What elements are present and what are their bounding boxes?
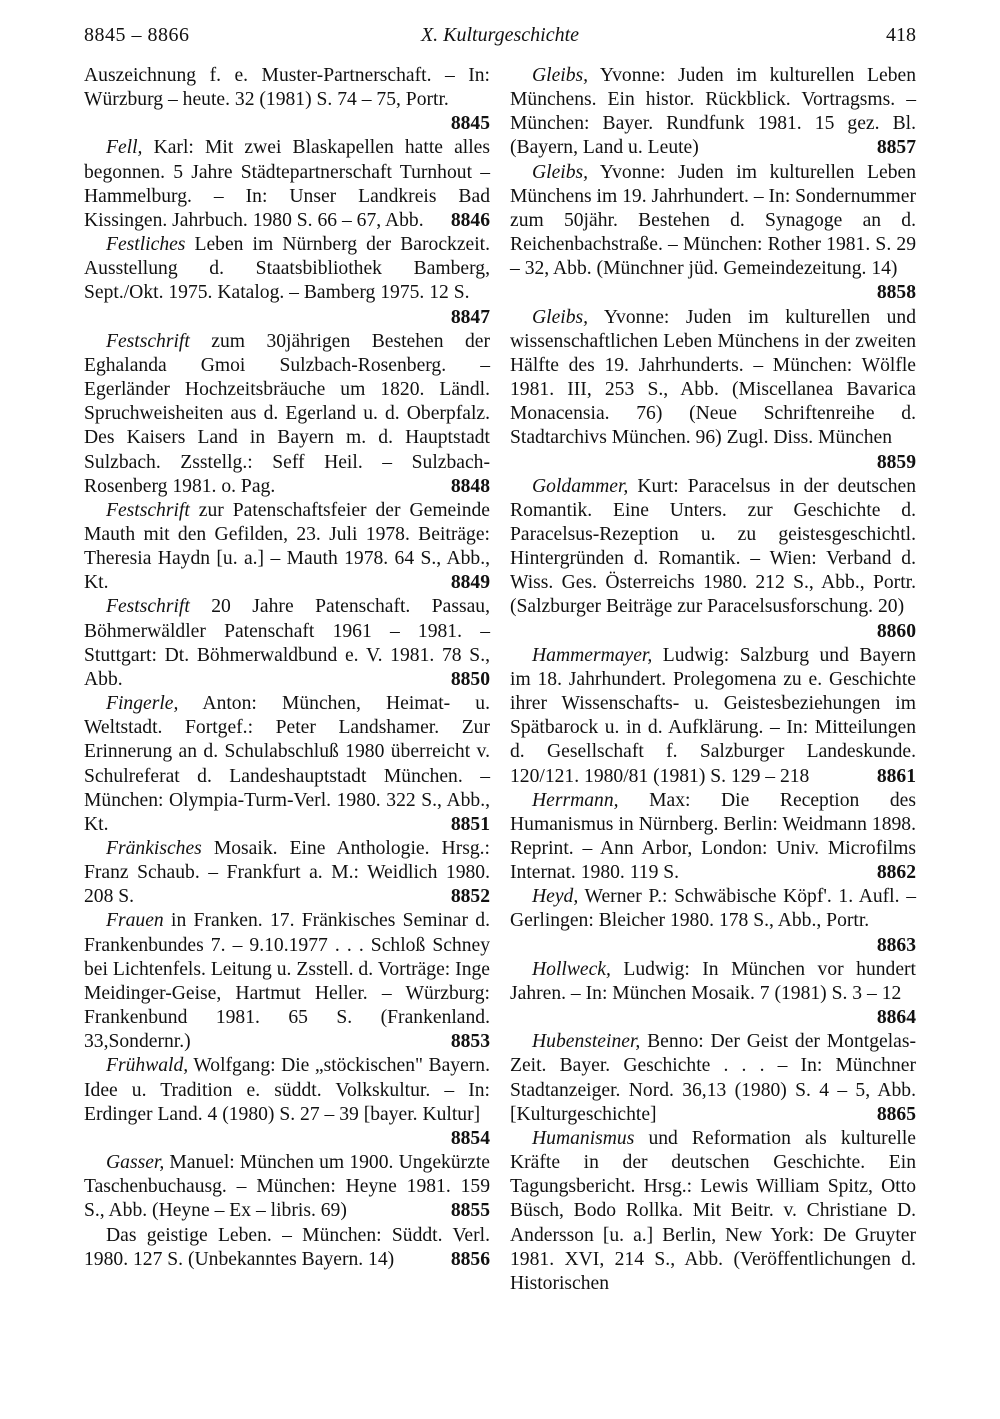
entry-lead-word: Festschrift [106,330,190,352]
entry-lead-word: Gleibs, [532,65,589,86]
entry-number: 8845 [450,113,490,135]
bibliography-entry [510,644,916,789]
running-header [84,20,916,54]
entry-number: 8854 [450,1127,490,1149]
section-title: X. Kulturgeschichte [420,24,580,46]
entry-number: 8862 [876,862,916,884]
entry-lead-word: Gleibs, [532,161,589,183]
bibliography-entry [510,885,916,957]
entry-lead-word: Frauen [106,910,164,932]
entry-number: 8858 [876,282,916,304]
bibliography-entry [84,499,490,596]
left-column [84,64,490,1272]
bibliography-entry [510,1127,916,1296]
entry-text: Das geistige Leben. – München: Süddt. Verl. 1980. 127 S. (Unbekanntes Bayern. 14) [84,1224,490,1270]
entry-lead-word: Gleibs, [532,306,589,328]
right-column [510,64,916,1296]
bibliography-entry [510,306,916,475]
entry-text: in Franken. 17. Fränkisches Seminar d. Frankenbundes 7. – 9.10.1977 . . . Schloß Schney bei Lichtenfels. Leitung u. Zsstell. d. Vorträge: Inge Meidinger-Geise, Hartmut Heller. – Würzburg: Frankenbund 1981. 65 S. (Frankenland. 33,Sondernr.) [84,910,490,1053]
bibliography-entry [84,1151,490,1223]
entry-lead-word: Herrmann, [532,789,619,811]
entry-lead-word: Frühwald, [106,1055,189,1077]
entry-number: 8860 [876,620,916,642]
entry-text: Auszeichnung f. e. Muster-Partnerschaft. – In: Würzburg – heute. 32 (1981) S. 74 – 75, Portr. [84,65,490,111]
entry-number: 8851 [450,813,490,835]
entry-text: Ludwig: Salzburg und Bayern im 18. Jahrhundert. Prolegomena zu e. Geschichte ihrer Wissenschafts- u. Geistesbeziehungen im Spätbarock u. in d. Aufklärung. – In: Mitteilungen d. Gesellschaft f. Salzburger Landeskunde. 120/121. 1980/81 (1981) S. 129 – 218 [510,644,916,787]
entry-lead-word: Fingerle, [106,693,179,715]
entry-text: Yvonne: Juden im kulturellen Leben Münchens im 19. Jahrhundert. – In: Sondernummer zum 50jähr. Bestehen d. Synagoge an d. Reichenbachstraße. – München: Rother 1981. S. 29 – 32, Abb. (Münchner jüd. Gemeindezeitung. 14) [510,161,916,280]
entry-number: 8848 [450,475,490,497]
entry-text: Wolfgang: Die „stöckischen" Bayern. Idee u. Tradition e. süddt. Volkskultur. – In: Erdinger Land. 4 (1980) S. 27 – 39 [bayer. Kultur] [84,1055,490,1125]
entry-number: 8861 [876,765,916,787]
bibliography-entry [510,958,916,1030]
entry-text: zum 30jährigen Bestehen der Eghalanda Gmoi Sulzbach-Rosenberg. – Egerländer Hochzeitsbräuche um 1820. Ländl. Spruchweisheiten aus d. Egerland u. d. Oberpfalz. Des Kaisers Land in Bayern m. d. Hauptstadt Sulzbach. Zsstellg.: Seff Heil. – Sulzbach-Rosenberg 1981. o. Pag. [84,330,490,497]
bibliography-entry [84,595,490,692]
entry-text: Max: Die Reception des Humanismus in Nürnberg. Berlin: Weidmann 1898. Reprint. – Ann Arbor, London: Univ. Microfilms Internat. 1980. 119 S. [510,789,916,884]
entry-lead-word: Festliches [106,234,186,256]
bibliography-entry [84,837,490,909]
entry-number: 8853 [450,1031,490,1053]
bibliography-entry [510,64,916,161]
bibliography-entry [84,64,490,136]
entry-text: Kurt: Paracelsus in der deutschen Romantik. Eine Unters. zur Geschichte d. Paracelsus-Rezeption u. zu geistesgeschichtl. Hintergründen d. Romantik. – Wien: Verband d. Wiss. Ges. Österreichs 1980. 212 S., Abb., Portr. (Salzburger Beiträge zur Paracelsusforschung. 20) [510,475,916,618]
entry-number: 8855 [450,1200,490,1222]
entry-number: 8856 [450,1248,490,1270]
entry-text: Leben im Nürnberg der Barockzeit. Ausstellung d. Staatsbibliothek Bamberg, Sept./Okt. 1975. Katalog. – Bamberg 1975. 12 S. [84,234,490,304]
entry-text: zur Patenschaftsfeier der Gemeinde Mauth mit den Gefilden, 23. Juli 1978. Beiträge: Theresia Haydn [u. a.] – Mauth 1978. 64 S., Abb., Kt. [84,499,490,594]
entry-text: Anton: München, Heimat- u. Weltstadt. Fortgef.: Peter Landshamer. Zur Erinnerung an d. Schulabschluß 1980 überreicht v. Schulreferat d. Landeshauptstadt München. – München: Olympia-Turm-Verl. 1980. 322 S., Abb., Kt. [84,693,490,835]
entry-number: 8859 [876,451,916,473]
entry-lead-word: Goldammer, [532,475,629,497]
bibliography-entry [510,161,916,306]
entry-lead-word: Hammermayer, [532,644,653,666]
entry-lead-word: Festschrift [106,499,190,521]
entry-lead-word: Fränkisches [106,838,202,859]
entry-text: Manuel: München um 1900. Ungekürzte Taschenbuchausg. – München: Heyne 1981. 159 S., Abb. (Heyne – Ex – libris. 69) [84,1152,490,1222]
entry-number: 8863 [876,934,916,956]
entry-number: 8846 [450,209,490,231]
bibliography-entry [84,909,490,1054]
entry-number: 8852 [450,886,490,908]
bibliography-entry [510,789,916,886]
entry-lead-word: Hubensteiner, [532,1031,641,1053]
entry-range: 8845 – 8866 [84,24,190,46]
entry-lead-word: Hollweck, [532,958,611,980]
bibliography-entry [84,692,490,837]
entry-text: Ludwig: In München vor hundert Jahren. – In: München Mosaik. 7 (1981) S. 3 – 12 [510,958,916,1004]
entry-text: Karl: Mit zwei Blaskapellen hatte alles begonnen. 5 Jahre Städtepartnerschaft Turnhout – Hammelburg. – In: Unser Landkreis Bad Kissingen. Jahrbuch. 1980 S. 66 – 67, Abb. [84,137,490,231]
entry-lead-word: Fell, [106,137,143,159]
bibliography-entry [84,330,490,499]
entry-text: Mosaik. Eine Anthologie. Hrsg.: Franz Schaub. – Frankfurt a. M.: Weidlich 1980. 208 S. [84,838,490,908]
bibliography-entry [510,475,916,644]
entry-number: 8849 [450,572,490,594]
entry-text: Yvonne: Juden im kulturellen und wissenschaftlichen Leben Münchens in der zweiten Hälfte des 19. Jahrhunderts. – München: Wölfle 1981. III, 253 S., Abb. (Miscellanea Bavarica Monacensia. 76) (Neue Schriftenreihe d. Stadtarchivs München. 96) Zugl. Diss. München [510,306,916,449]
entry-number: 8864 [876,1007,916,1029]
bibliography-entry [84,136,490,233]
bibliography-entry [84,233,490,330]
entry-number: 8850 [450,668,490,690]
entry-lead-word: Gasser, [106,1152,165,1174]
entry-lead-word: Festschrift [106,596,190,618]
entry-text: Benno: Der Geist der Montgelas-Zeit. Bayer. Geschichte . . . – In: Münchner Stadtanzeiger. Nord. 36,13 (1980) S. 4 – 5, Abb. [Kulturgeschichte] [510,1031,916,1125]
entry-text: Yvonne: Juden im kulturellen Leben Münchens. Ein histor. Rückblick. Vortragsms. – München: Bayer. Rundfunk 1981. 15 gez. Bl. (Bayern, Land u. Leute) [510,65,916,159]
entry-lead-word: Humanismus [532,1127,635,1149]
page-number: 418 [886,24,916,46]
bibliography-entry [84,1054,490,1151]
entry-text: und Reformation als kulturelle Kräfte in der deutschen Geschichte. Ein Tagungsbericht. Hrsg.: Lewis William Spitz, Otto Büsch, Bodo Rollka. Mit Beitr. v. Christiane D. Andersson [u. a.] Berlin, New York: De Gruyter 1981. XVI, 214 S., Abb. (Veröffentlichungen d. Historischen [510,1127,916,1294]
entry-text: Werner P.: Schwäbische Köpf'. 1. Aufl. – Gerlingen: Bleicher 1980. 178 S., Abb., Portr. [510,886,916,932]
bibliography-entry [510,1030,916,1127]
entry-number: 8857 [876,137,916,159]
entry-number: 8865 [876,1103,916,1125]
entry-text: 20 Jahre Patenschaft. Passau, Böhmerwäldler Patenschaft 1961 – 1981. – Stuttgart: Dt. Böhmerwaldbund e. V. 1981. 78 S., Abb. [84,596,490,690]
entry-number: 8847 [450,306,490,328]
bibliography-entry [84,1224,490,1272]
entry-lead-word: Heyd, [532,886,579,908]
